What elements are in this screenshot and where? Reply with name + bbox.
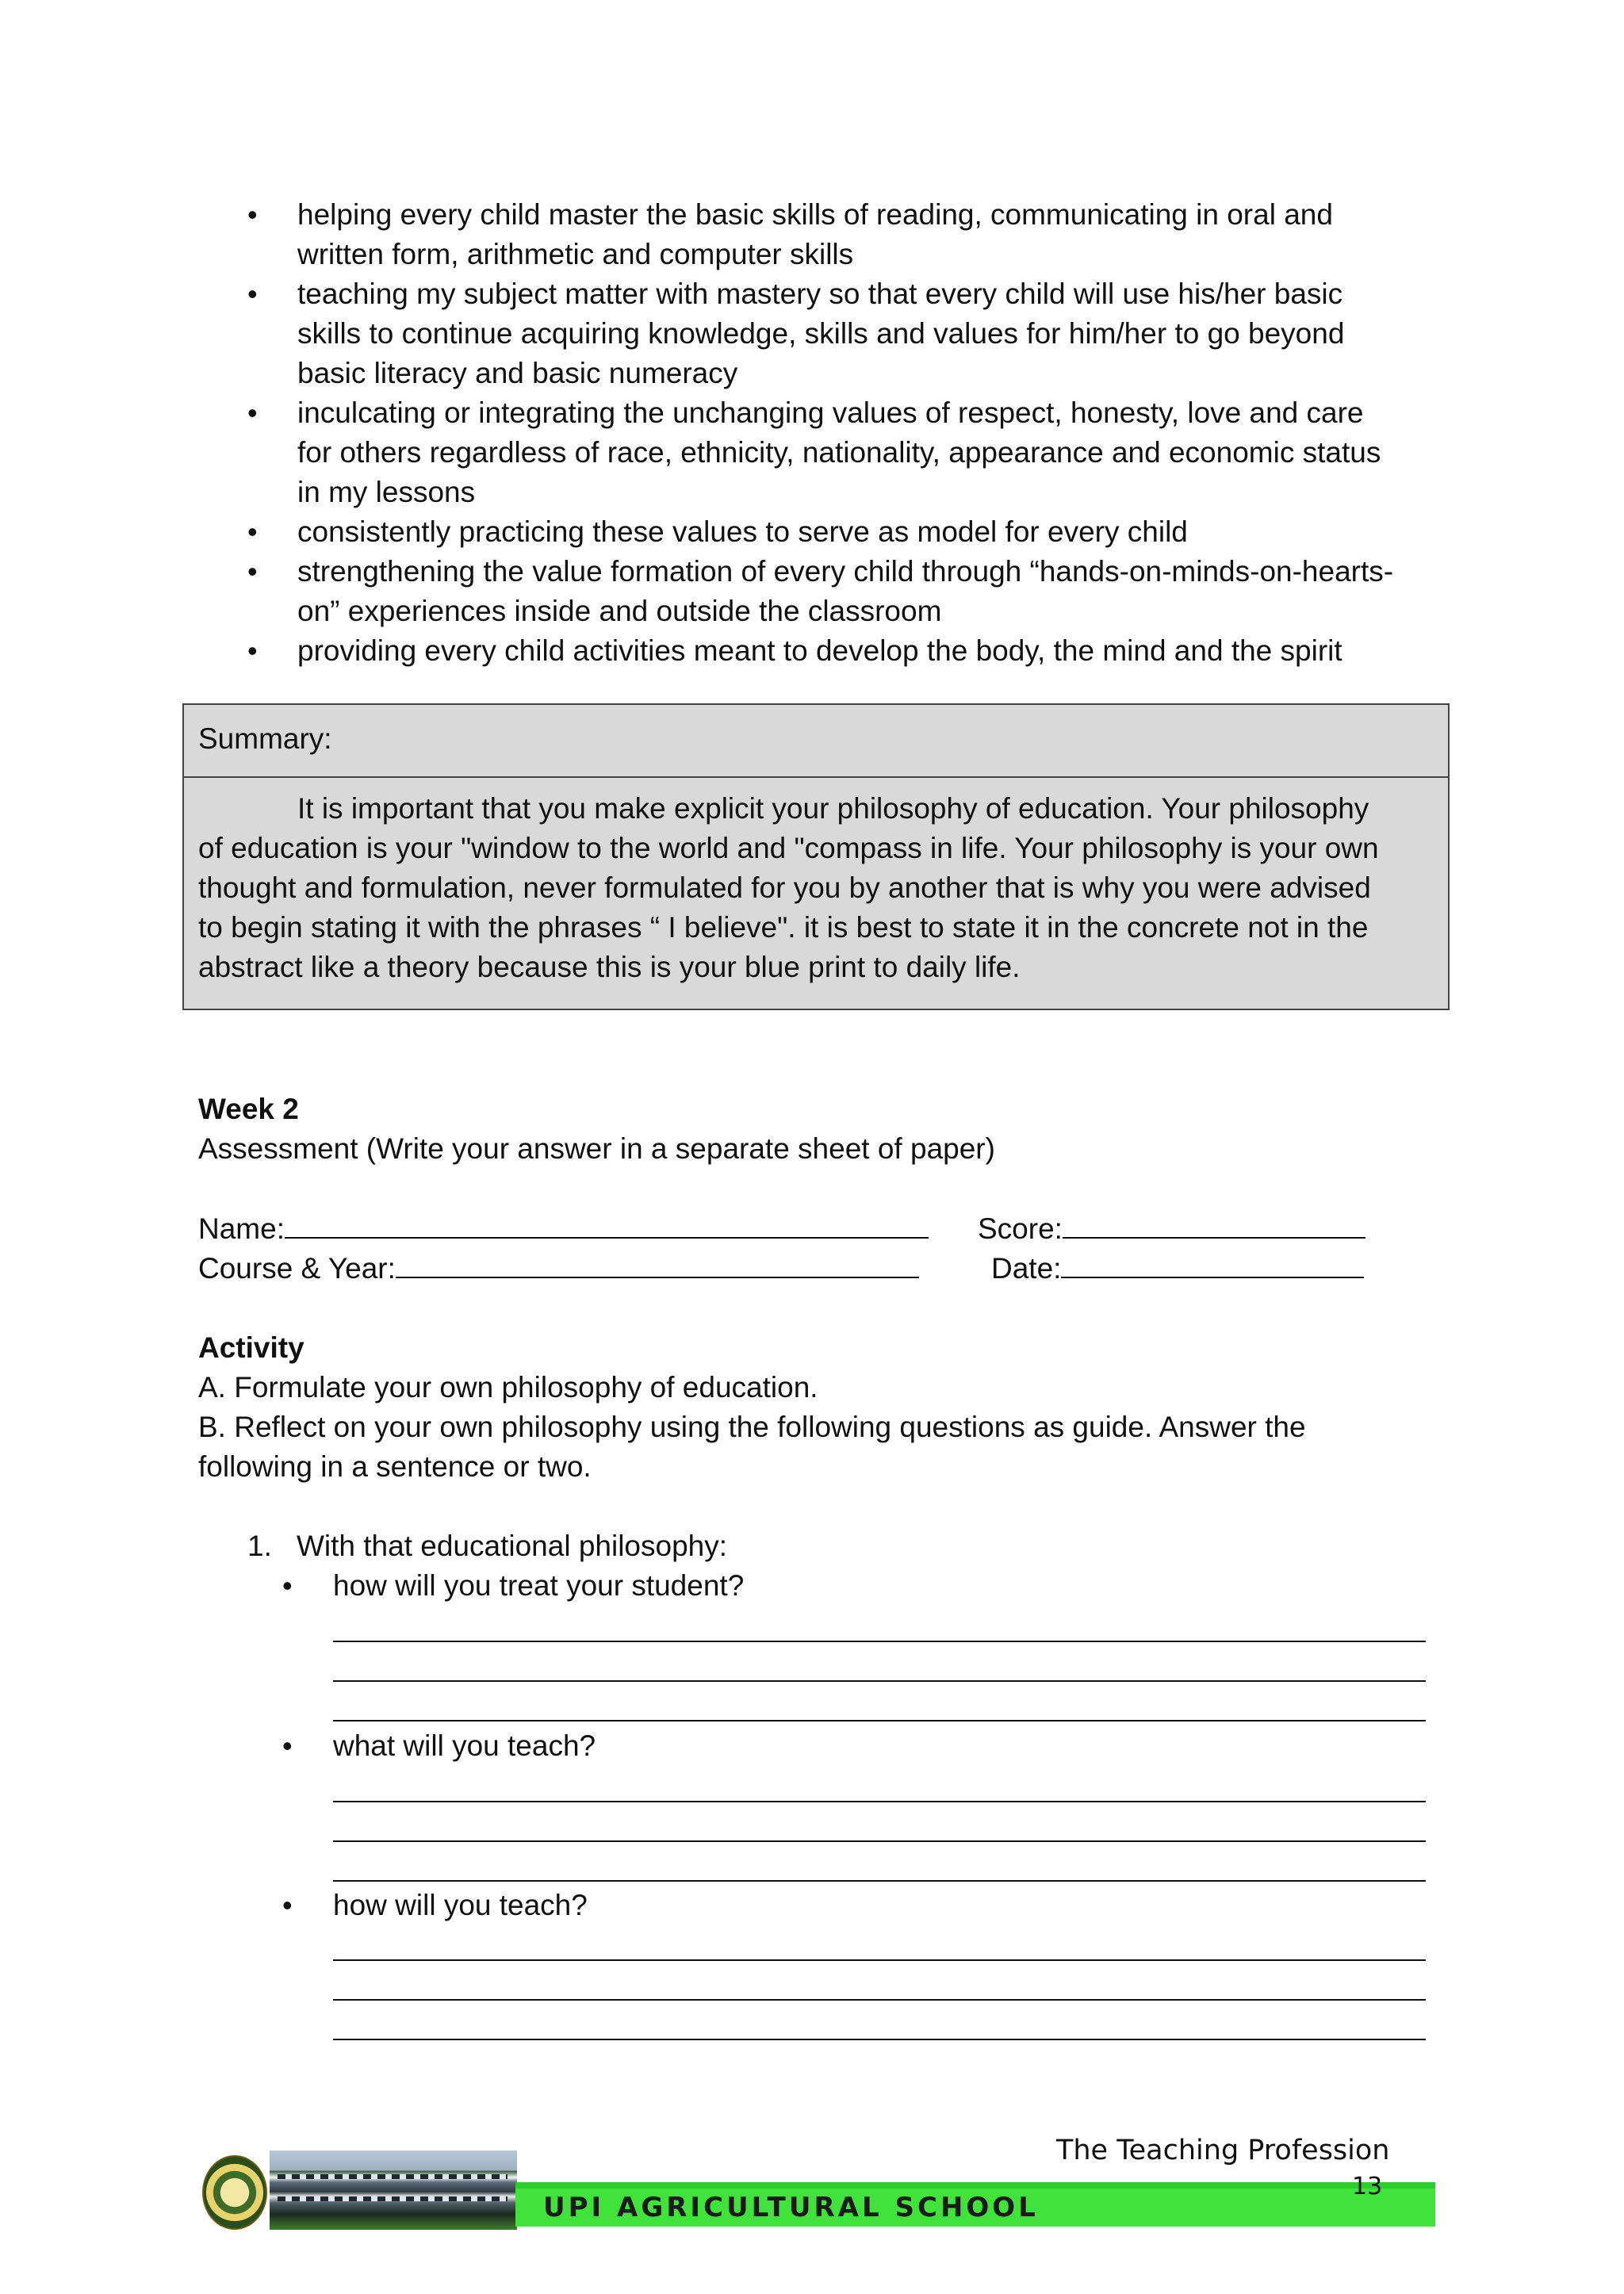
name-field[interactable]: [198, 1208, 929, 1249]
school-building-image: [270, 2150, 517, 2230]
answer-line[interactable]: [333, 1840, 1426, 1842]
summary-heading: Summary:: [184, 705, 1448, 778]
answer-line[interactable]: [333, 1641, 1426, 1642]
answer-line[interactable]: [333, 1801, 1426, 1802]
answer-line[interactable]: [333, 1999, 1426, 2001]
score-field[interactable]: [978, 1208, 1365, 1249]
school-name: UPI AGRICULTURAL SCHOOL: [543, 2192, 1039, 2223]
answer-line[interactable]: [333, 1680, 1426, 1682]
bullet-icon: •: [247, 278, 258, 310]
activity-title: Activity: [198, 1331, 304, 1364]
name-label: Name:: [198, 1212, 285, 1245]
list-item: • helping every child master the basic skills of reading, communicating in oral and written form, arithmetic and computer skills: [198, 195, 1435, 274]
school-seal-icon: [202, 2155, 267, 2230]
list-item: • strengthening the value formation of every child through “hands-on-minds-on-hearts- on” experiences inside and outside the classroom: [198, 552, 1435, 631]
answer-line[interactable]: [333, 2039, 1426, 2040]
list-item: • consistently practicing these values to serve as model for every child: [198, 512, 1435, 552]
philosophy-bullet-list: [198, 195, 1435, 671]
bullet-icon: •: [282, 1889, 293, 1921]
list-item: • inculcating or integrating the unchanging values of respect, honesty, love and care for others regardless of race, ethnicity, nationality, appearance and economic status in my lessons: [198, 393, 1435, 512]
bullet-icon: •: [247, 198, 258, 231]
score-label: Score:: [978, 1212, 1063, 1245]
school-banner: [202, 2150, 1438, 2230]
assessment-instruction: Assessment (Write your answer in a separate sheet of paper): [198, 1132, 995, 1165]
sub-question: how will you treat your student?: [333, 1569, 745, 1602]
page-number: 13: [1352, 2173, 1383, 2200]
course-year-field[interactable]: [198, 1248, 919, 1289]
bullet-icon: •: [247, 396, 258, 429]
bullet-icon: •: [247, 634, 258, 667]
course-year-label: Course & Year:: [198, 1252, 396, 1285]
footer-title: The Teaching Profession: [1056, 2135, 1390, 2166]
bullet-icon: •: [247, 555, 258, 588]
date-label: Date:: [991, 1252, 1062, 1285]
summary-box: [182, 703, 1450, 1010]
name-blank[interactable]: [285, 1208, 929, 1239]
summary-body: It is important that you make explicit your philosophy of education. Your philosophy of education is your "window to the world and "compass in life. Your philosophy is your own thought and formulation, never formulated for you by another that is why you were advised to begin stating it with the phrases “ I believe". it is best to state it in the concrete not in the abstract like a theory because this is your blue print to daily life.: [198, 792, 1379, 983]
answer-line[interactable]: [333, 1720, 1426, 1721]
bullet-icon: •: [247, 515, 258, 548]
list-item: • teaching my subject matter with mastery so that every child will use his/her basic skills to continue acquiring knowledge, skills and values for him/her to go beyond basic literacy and basic numeracy: [198, 274, 1435, 393]
date-blank[interactable]: [1061, 1248, 1364, 1278]
score-blank[interactable]: [1063, 1208, 1365, 1239]
week-title: Week 2: [198, 1093, 299, 1125]
activity-part-b-line1: B. Reflect on your own philosophy using the following questions as guide. Answer the: [198, 1411, 1306, 1443]
date-field[interactable]: [991, 1248, 1364, 1289]
answer-line[interactable]: [333, 1880, 1426, 1882]
question-number: 1.: [247, 1530, 272, 1562]
list-item: • providing every child activities meant to develop the body, the mind and the spirit: [198, 631, 1435, 671]
sub-question: what will you teach?: [333, 1729, 596, 1762]
activity-part-b-line2: following in a sentence or two.: [198, 1450, 592, 1483]
question-text: With that educational philosophy:: [297, 1530, 728, 1562]
answer-line[interactable]: [333, 1959, 1426, 1961]
bullet-icon: •: [282, 1569, 293, 1602]
sub-question: how will you teach?: [333, 1889, 588, 1921]
activity-part-a: A. Formulate your own philosophy of education.: [198, 1371, 818, 1404]
course-year-blank[interactable]: [396, 1248, 919, 1278]
bullet-icon: •: [282, 1729, 293, 1762]
